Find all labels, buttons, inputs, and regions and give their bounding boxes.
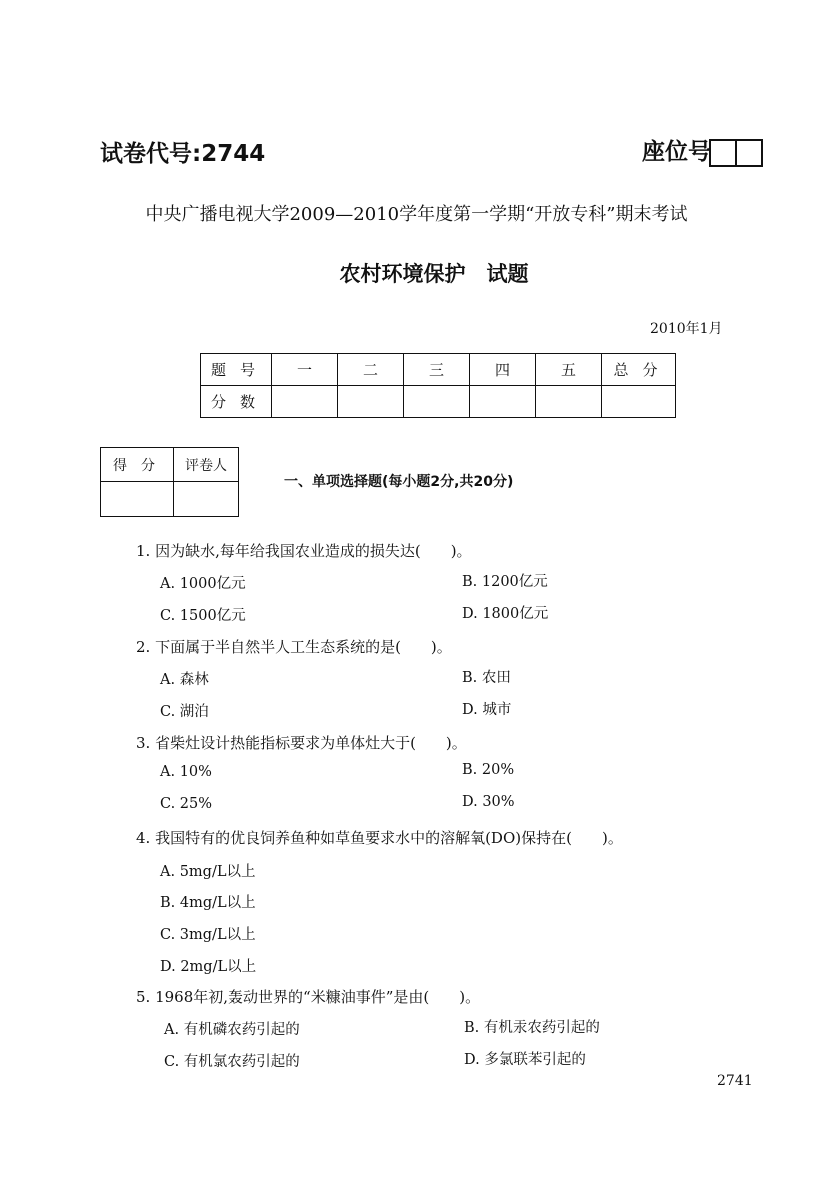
score-table [200, 353, 676, 418]
seat-number [642, 133, 763, 167]
question-option: D. 城市 [462, 702, 512, 718]
question-option: D. 多氯联苯引起的 [464, 1052, 586, 1068]
section-title: 一、单项选择题(每小题2分,共20分) [284, 474, 514, 490]
score-cell-header: 一 [272, 354, 338, 386]
grader-table-body-row [101, 482, 239, 517]
question-option: A. 10% [160, 764, 212, 780]
score-cell-header: 四 [470, 354, 536, 386]
score-cell-empty [470, 386, 536, 418]
exam-date: 2010年1月 [650, 321, 723, 337]
score-cell-header: 五 [536, 354, 602, 386]
score-cell-empty [404, 386, 470, 418]
question-option: A. 5mg/L以上 [160, 864, 256, 880]
score-cell-label: 题号 [201, 354, 272, 386]
score-cell-header: 总分 [602, 354, 676, 386]
score-cell-empty [338, 386, 404, 418]
score-cell-header: 三 [404, 354, 470, 386]
seat-box [735, 139, 763, 167]
question-option: A. 森林 [160, 672, 209, 688]
grader-cell-grader: 评卷人 [174, 448, 239, 482]
question-option: B. 20% [462, 762, 515, 778]
question-stem: 4. 我国特有的优良饲养鱼种如草鱼要求水中的溶解氧(DO)保持在( )。 [136, 829, 623, 847]
exam-title: 中央广播电视大学2009—2010学年度第一学期“开放专科”期末考试 [145, 204, 688, 225]
question-option: D. 2mg/L以上 [160, 959, 257, 975]
question-option: B. 有机汞农药引起的 [464, 1020, 600, 1036]
question-option: B. 4mg/L以上 [160, 895, 256, 911]
grader-table-header-row [101, 448, 239, 482]
grader-table [100, 447, 239, 517]
question-option: C. 3mg/L以上 [160, 927, 256, 943]
grader-cell-empty [101, 482, 174, 517]
score-table-value-row [201, 386, 676, 418]
question-option: A. 有机磷农药引起的 [164, 1022, 300, 1038]
question-stem: 2. 下面属于半自然半人工生态系统的是( )。 [136, 638, 452, 656]
question-stem: 1. 因为缺水,每年给我国农业造成的损失达( )。 [136, 542, 472, 560]
question-option: C. 25% [160, 796, 213, 812]
question-option: C. 湖泊 [160, 704, 209, 720]
question-stem: 5. 1968年初,轰动世界的“米糠油事件”是由( )。 [136, 988, 481, 1006]
question-stem: 3. 省柴灶设计热能指标要求为单体灶大于( )。 [136, 734, 467, 752]
score-table-header-row [201, 354, 676, 386]
question-option: B. 农田 [462, 670, 511, 686]
question-option: C. 1500亿元 [160, 608, 246, 624]
question-option: C. 有机氯农药引起的 [164, 1054, 300, 1070]
score-cell-empty [602, 386, 676, 418]
score-cell-label: 分数 [201, 386, 272, 418]
score-cell-empty [272, 386, 338, 418]
question-option: B. 1200亿元 [462, 574, 548, 590]
paper-code: 试卷代号:2744 [100, 141, 266, 167]
question-option: D. 1800亿元 [462, 606, 549, 622]
seat-label: 座位号 [642, 139, 711, 165]
score-cell-empty [536, 386, 602, 418]
question-option: D. 30% [462, 794, 515, 810]
page-number: 2741 [717, 1073, 753, 1089]
question-option: A. 1000亿元 [160, 576, 246, 592]
subject-title: 农村环境保护 试题 [339, 262, 529, 286]
seat-box [709, 139, 737, 167]
score-cell-header: 二 [338, 354, 404, 386]
grader-cell-empty [174, 482, 239, 517]
grader-cell-score: 得分 [101, 448, 174, 482]
